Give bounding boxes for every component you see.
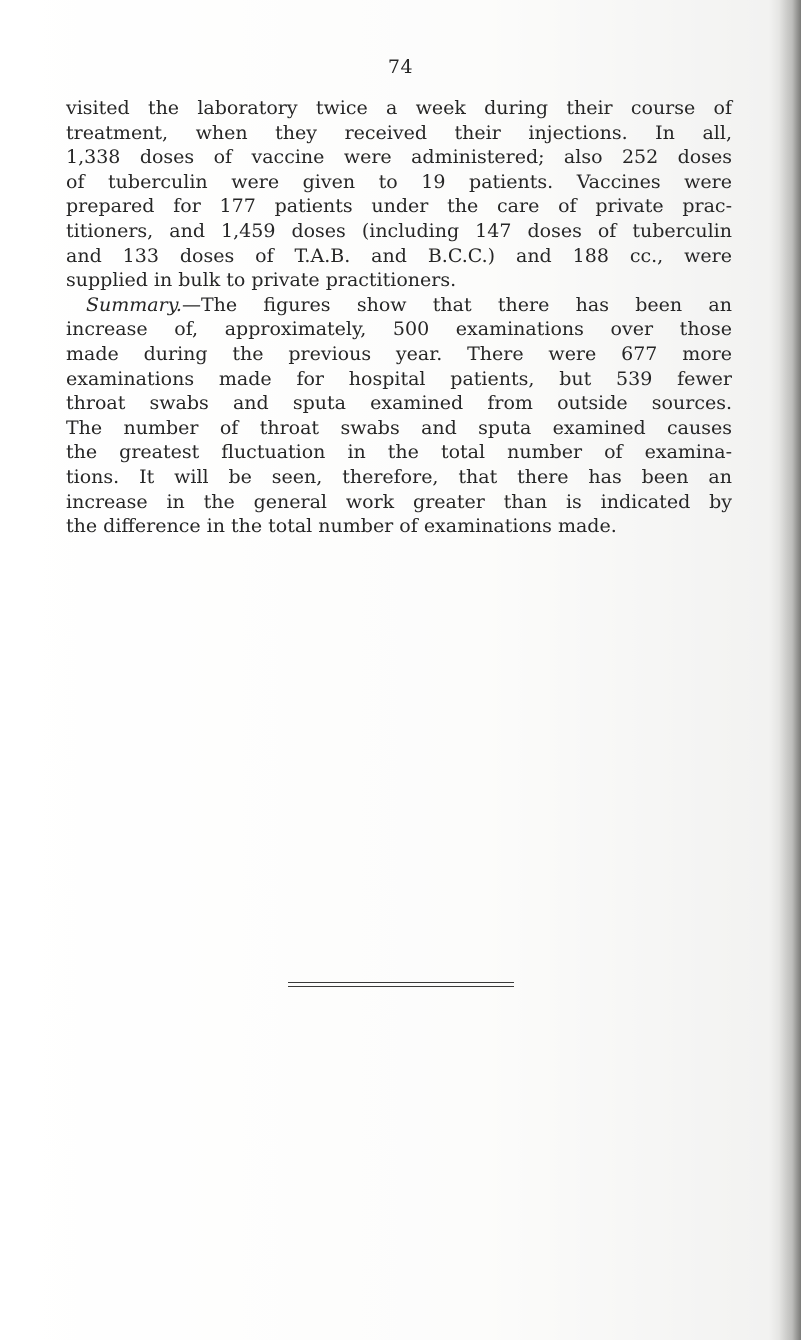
text-line: the difference in the total number of examinations made. <box>66 515 617 538</box>
text-line: of tuberculin were given to 19 patients. Vaccines were <box>66 170 732 193</box>
text-line: examinations made for hospital patients, but 539 fewer <box>66 367 732 390</box>
section-divider-rule <box>288 982 514 983</box>
summary-first-line <box>66 293 732 318</box>
text-line: made during the previous year. There were 677 more <box>66 342 732 365</box>
text-line: titioners, and 1,459 doses (including 147 doses of tuberculin <box>66 219 732 242</box>
summary-first-line-text: —The figures show that there has been an <box>181 293 732 316</box>
paragraph-vaccines <box>66 96 732 293</box>
text-line: the greatest fluctuation in the total number of examina- <box>66 441 732 464</box>
text-line: treatment, when they received their injections. In all, <box>66 121 732 144</box>
text-line: supplied in bulk to private practitioners. <box>66 269 457 292</box>
text-line: throat swabs and sputa examined from outside sources. <box>66 392 732 415</box>
text-line: visited the laboratory twice a week during their course of <box>66 97 732 119</box>
text-line: and 133 doses of T.A.B. and B.C.C.) and 188 cc., were <box>66 244 732 267</box>
text-line: The number of throat swabs and sputa examined causes <box>66 416 732 439</box>
page-edge-shadow <box>779 0 801 1340</box>
text-line: 1,338 doses of vaccine were administered; also 252 doses <box>66 146 732 169</box>
summary-heading: Summary. <box>86 293 182 316</box>
text-line: tions. It will be seen, therefore, that there has been an <box>66 465 732 488</box>
body-text <box>66 96 732 539</box>
section-divider-rule <box>288 986 514 987</box>
text-line: prepared for 177 patients under the care of private prac- <box>66 195 732 218</box>
text-line: increase of, approximately, 500 examinations over those <box>66 318 732 341</box>
paragraph-summary <box>66 293 732 539</box>
page-number: 74 <box>387 56 414 78</box>
text-line: increase in the general work greater than is indicated by <box>66 490 732 513</box>
